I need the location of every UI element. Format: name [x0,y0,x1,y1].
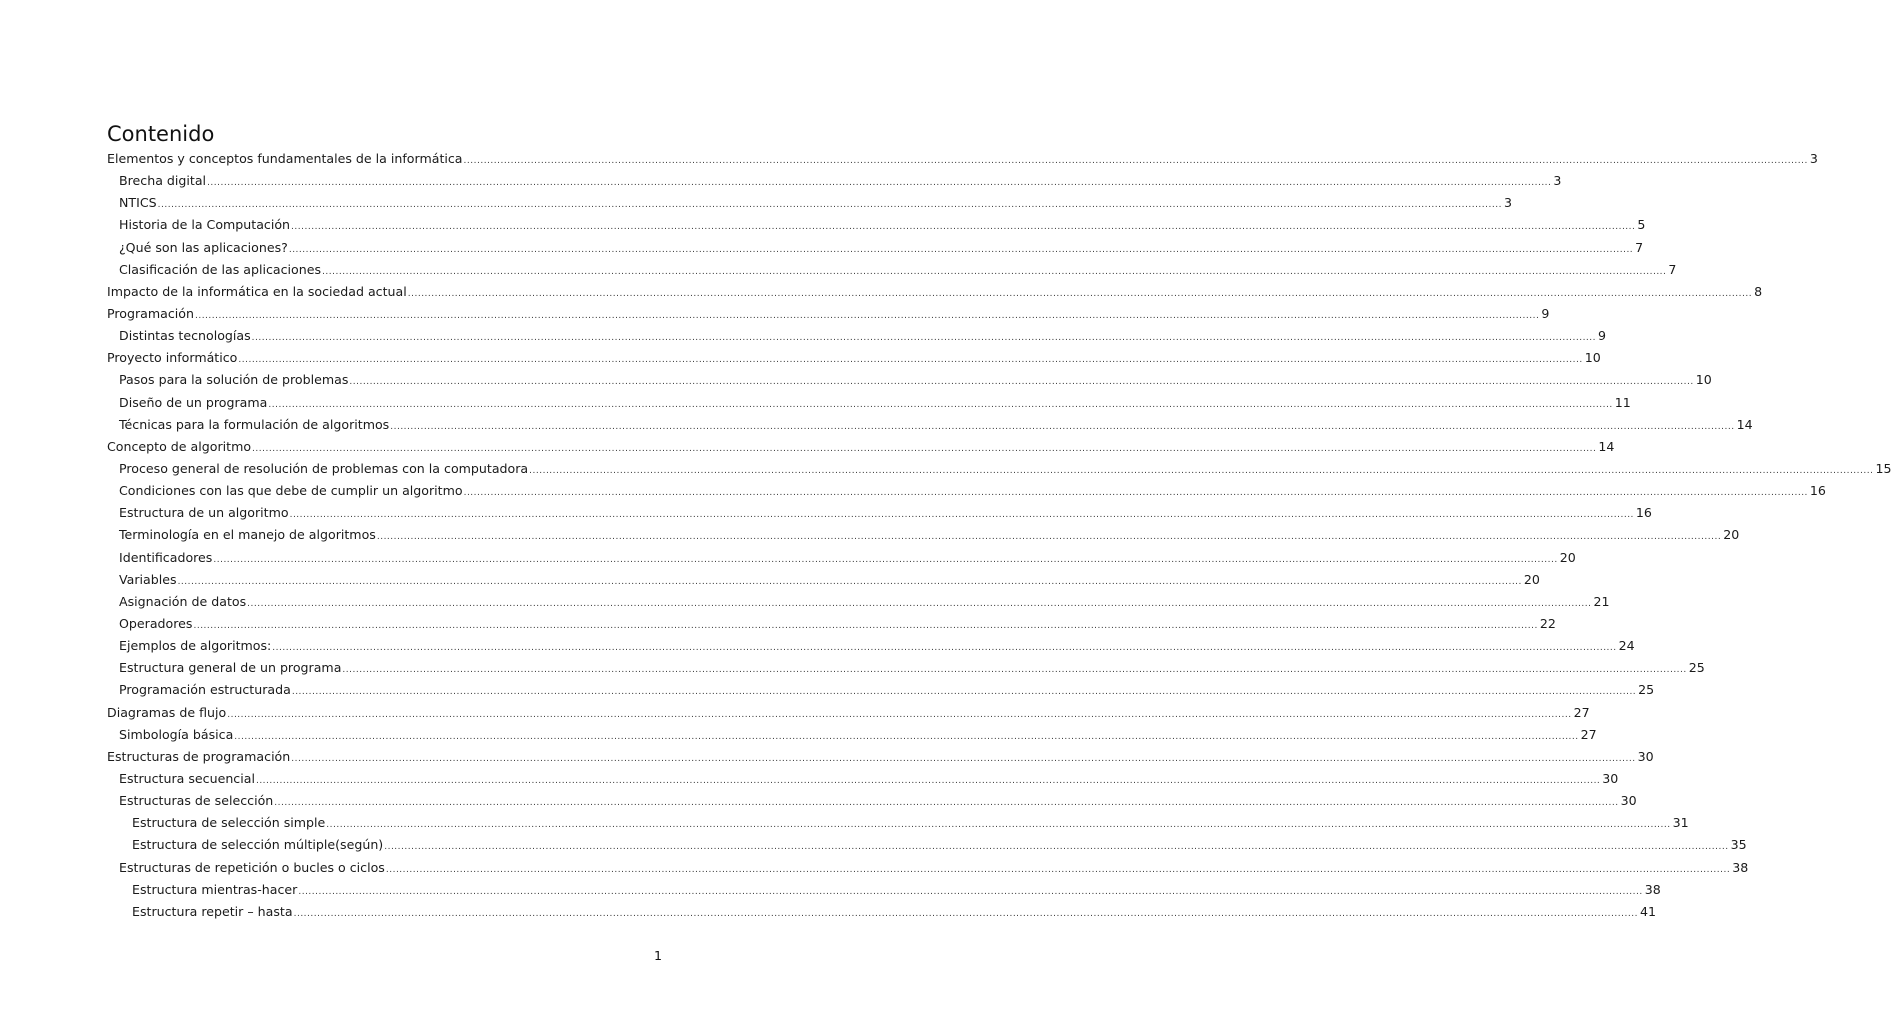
toc-entry-text[interactable]: Brecha digital [119,173,207,189]
toc-entry-text[interactable]: Estructura de selección simple [132,815,326,831]
toc-entry[interactable] [107,347,1601,369]
toc-entry-text[interactable]: Condiciones con las que debe de cumplir un algoritmo [119,483,463,499]
toc-entry-text[interactable]: Estructuras de programación [107,748,291,764]
toc-entry-text[interactable]: Estructura general de un programa [119,660,342,676]
dot-leader: ................................................................................................................................................................................................................................................................................................................................................................................................................ [227,709,1572,720]
toc-entry-page[interactable]: 16 [1809,483,1826,499]
dot-leader: ................................................................................................................................................................................................................................................................................................................................................................................................................ [463,156,1808,166]
toc-entry-text[interactable]: Estructura repetir – hasta [132,903,293,919]
toc-entry[interactable] [107,857,1749,879]
toc-entry-text[interactable]: Terminología en el manejo de algoritmos [119,527,376,543]
toc-entry-page[interactable]: 5 [1637,217,1646,233]
dot-leader: ................................................................................................................................................................................................................................................................................................................................................................................................................ [291,753,1636,764]
dot-leader: ................................................................................................................................................................................................................................................................................................................................................................................................................ [193,620,1538,631]
toc-entry-page[interactable]: 25 [1638,682,1655,698]
dot-leader: ................................................................................................................................................................................................................................................................................................................................................................................................................ [157,200,1502,211]
page-number: 1 [653,948,662,963]
toc-entry-page[interactable]: 14 [1736,416,1753,432]
toc-entry-text[interactable]: Asignación de datos [119,593,247,609]
toc-entry-text[interactable]: Historia de la Computación [119,217,291,233]
toc-entry-page[interactable]: 16 [1635,505,1652,521]
toc-entry-page[interactable]: 27 [1580,726,1597,742]
dot-leader: ................................................................................................................................................................................................................................................................................................................................................................................................................ [207,178,1552,189]
toc-entry-page[interactable]: 10 [1695,372,1712,388]
toc-entry[interactable] [107,746,1654,768]
toc-entry-page[interactable]: 30 [1620,793,1637,809]
dot-leader: ................................................................................................................................................................................................................................................................................................................................................................................................................ [213,554,1558,565]
dot-leader: ................................................................................................................................................................................................................................................................................................................................................................................................................ [268,399,1613,410]
toc-entry-text[interactable]: Programación estructurada [119,682,291,698]
toc-entry-text[interactable]: NTICS [119,195,157,211]
toc-entry-text[interactable]: ¿Qué son las aplicaciones? [119,239,288,255]
toc-entry-text[interactable]: Proceso general de resolución de problemas con la computadora [119,460,529,476]
dot-leader: ................................................................................................................................................................................................................................................................................................................................................................................................................ [342,665,1687,676]
toc-entry-text[interactable]: Proyecto informático [107,350,238,366]
dot-leader: ................................................................................................................................................................................................................................................................................................................................................................................................................ [326,820,1671,831]
toc-entry-page[interactable]: 9 [1598,328,1607,344]
toc-entry[interactable] [107,303,1550,325]
toc-entry-page[interactable]: 3 [1553,173,1562,189]
toc-entry-page[interactable]: 15 [1875,460,1892,476]
toc-entry-text[interactable]: Variables [119,571,177,587]
toc-entry-page[interactable]: 11 [1614,394,1631,410]
toc-entry-page[interactable]: 22 [1539,615,1556,631]
dot-leader: ................................................................................................................................................................................................................................................................................................................................................................................................................ [529,465,1874,476]
toc-entry[interactable] [107,724,1597,746]
toc-entry-text[interactable]: Identificadores [119,549,213,565]
toc-entry-text[interactable]: Distintas tecnologías [119,328,251,344]
toc-entry-page[interactable]: 8 [1754,283,1763,299]
dot-leader: ................................................................................................................................................................................................................................................................................................................................................................................................................ [376,532,1722,543]
toc-entry[interactable] [107,547,1576,569]
toc-entry[interactable] [107,392,1631,414]
toc-entry-text[interactable]: Técnicas para la formulación de algoritmos [119,416,390,432]
toc-entry-page[interactable]: 7 [1668,261,1677,277]
dot-leader: ................................................................................................................................................................................................................................................................................................................................................................................................................ [234,731,1579,742]
dot-leader: ................................................................................................................................................................................................................................................................................................................................................................................................................ [407,288,1753,299]
dot-leader: ................................................................................................................................................................................................................................................................................................................................................................................................................ [238,355,1583,366]
toc-entry-page[interactable]: 3 [1503,195,1512,211]
toc-entry-text[interactable]: Ejemplos de algoritmos: [119,638,272,654]
toc-entry[interactable] [107,591,1610,613]
dot-leader: ................................................................................................................................................................................................................................................................................................................................................................................................................ [252,443,1597,454]
toc-title: Contenido [107,122,215,146]
dot-leader: ................................................................................................................................................................................................................................................................................................................................................................................................................ [322,266,1667,277]
toc-entry[interactable] [107,281,1763,303]
toc-entry-page[interactable]: 27 [1573,704,1590,720]
toc-entry-page[interactable]: 3 [1809,151,1818,166]
toc-entry-page[interactable]: 24 [1618,638,1635,654]
toc-entry[interactable] [107,635,1635,657]
dot-leader: ................................................................................................................................................................................................................................................................................................................................................................................................................ [463,488,1808,499]
toc-entry[interactable] [107,436,1615,458]
toc-entry[interactable] [107,702,1590,724]
toc-entry[interactable] [107,458,1892,480]
toc-entry-page[interactable]: 7 [1635,239,1644,255]
toc-entry[interactable] [107,369,1712,391]
toc-entry-text[interactable]: Clasificación de las aplicaciones [119,261,322,277]
toc-entry-text[interactable]: Impacto de la informática en la sociedad actual [107,283,407,299]
dot-leader: ................................................................................................................................................................................................................................................................................................................................................................................................................ [349,377,1694,388]
dot-leader: ................................................................................................................................................................................................................................................................................................................................................................................................................ [255,775,1601,786]
toc-entry[interactable] [107,259,1677,281]
toc-entry-page[interactable]: 38 [1644,881,1661,897]
dot-leader: ................................................................................................................................................................................................................................................................................................................................................................................................................ [291,222,1636,233]
toc-entry[interactable] [107,214,1646,236]
toc-entry[interactable] [107,524,1740,546]
toc-entry-page[interactable]: 20 [1723,527,1740,543]
toc-entry-text[interactable]: Estructura mientras-hacer [132,881,298,897]
toc-entry[interactable] [107,768,1619,790]
toc-entry[interactable] [107,790,1637,812]
toc-entry-text[interactable]: Diagramas de flujo [107,704,227,720]
toc-entry[interactable] [107,834,1747,856]
dot-leader: ................................................................................................................................................................................................................................................................................................................................................................................................................ [385,864,1731,875]
toc-entry-page[interactable]: 35 [1730,837,1747,853]
toc-entry-page[interactable]: 25 [1688,660,1705,676]
toc-entry[interactable] [107,170,1562,192]
toc-entry-text[interactable]: Concepto de algoritmo [107,438,252,454]
toc-entry-text[interactable]: Estructuras de selección [119,793,274,809]
toc-entry-page[interactable]: 30 [1602,770,1619,786]
dot-leader: ................................................................................................................................................................................................................................................................................................................................................................................................................ [384,842,1729,853]
toc-entry-page[interactable]: 41 [1639,903,1656,919]
toc-entry[interactable] [107,657,1705,679]
dot-leader: ................................................................................................................................................................................................................................................................................................................................................................................................................ [177,576,1522,587]
toc-entry[interactable] [107,613,1556,635]
toc-entry-page[interactable]: 30 [1637,748,1654,764]
toc-entry[interactable] [107,812,1689,834]
toc-entry[interactable] [107,237,1644,259]
toc-entry[interactable] [107,679,1655,701]
toc-entry-page[interactable]: 10 [1584,350,1601,366]
toc-entry-text[interactable]: Estructuras de repetición o bucles o ciclos [119,859,385,875]
toc-entry-page[interactable]: 14 [1598,438,1615,454]
toc-entry-page[interactable]: 20 [1559,549,1576,565]
toc-list [107,148,1892,923]
dot-leader: ................................................................................................................................................................................................................................................................................................................................................................................................................ [293,908,1638,919]
toc-entry-text[interactable]: Estructura secuencial [119,770,255,786]
toc-entry[interactable] [107,192,1512,214]
toc-entry-text[interactable]: Pasos para la solución de problemas [119,372,349,388]
dot-leader: ................................................................................................................................................................................................................................................................................................................................................................................................................ [194,310,1540,321]
toc-entry-text[interactable]: Simbología básica [119,726,234,742]
dot-leader: ................................................................................................................................................................................................................................................................................................................................................................................................................ [390,421,1735,432]
toc-entry-page[interactable]: 31 [1672,815,1689,831]
dot-leader: ................................................................................................................................................................................................................................................................................................................................................................................................................ [298,886,1643,897]
toc-entry[interactable] [107,414,1753,436]
dot-leader: ................................................................................................................................................................................................................................................................................................................................................................................................................ [274,798,1619,809]
toc-entry[interactable] [107,879,1661,901]
toc-entry[interactable] [107,569,1540,591]
toc-entry-text[interactable]: Estructura de selección múltiple(según) [132,837,384,853]
toc-entry[interactable] [107,502,1652,524]
dot-leader: ................................................................................................................................................................................................................................................................................................................................................................................................................ [272,643,1617,654]
dot-leader: ................................................................................................................................................................................................................................................................................................................................................................................................................ [288,244,1634,255]
toc-entry-text[interactable]: Diseño de un programa [119,394,268,410]
toc-entry-page[interactable]: 20 [1523,571,1540,587]
toc-entry[interactable] [107,480,1826,502]
dot-leader: ................................................................................................................................................................................................................................................................................................................................................................................................................ [247,598,1592,609]
dot-leader: ................................................................................................................................................................................................................................................................................................................................................................................................................ [289,510,1634,521]
dot-leader: ................................................................................................................................................................................................................................................................................................................................................................................................................ [251,333,1597,344]
toc-entry-page[interactable]: 21 [1593,593,1610,609]
toc-entry-page[interactable]: 9 [1541,305,1550,321]
toc-entry[interactable] [107,325,1607,347]
dot-leader: ................................................................................................................................................................................................................................................................................................................................................................................................................ [291,687,1637,698]
toc-entry-text[interactable]: Operadores [119,615,193,631]
toc-entry-text[interactable]: Elementos y conceptos fundamentales de la informática [107,151,463,166]
toc-entry-text[interactable]: Programación [107,305,194,321]
toc-entry-text[interactable]: Estructura de un algoritmo [119,505,289,521]
toc-entry[interactable] [107,148,1818,170]
toc-entry-page[interactable]: 38 [1732,859,1749,875]
toc-entry[interactable] [107,901,1656,923]
